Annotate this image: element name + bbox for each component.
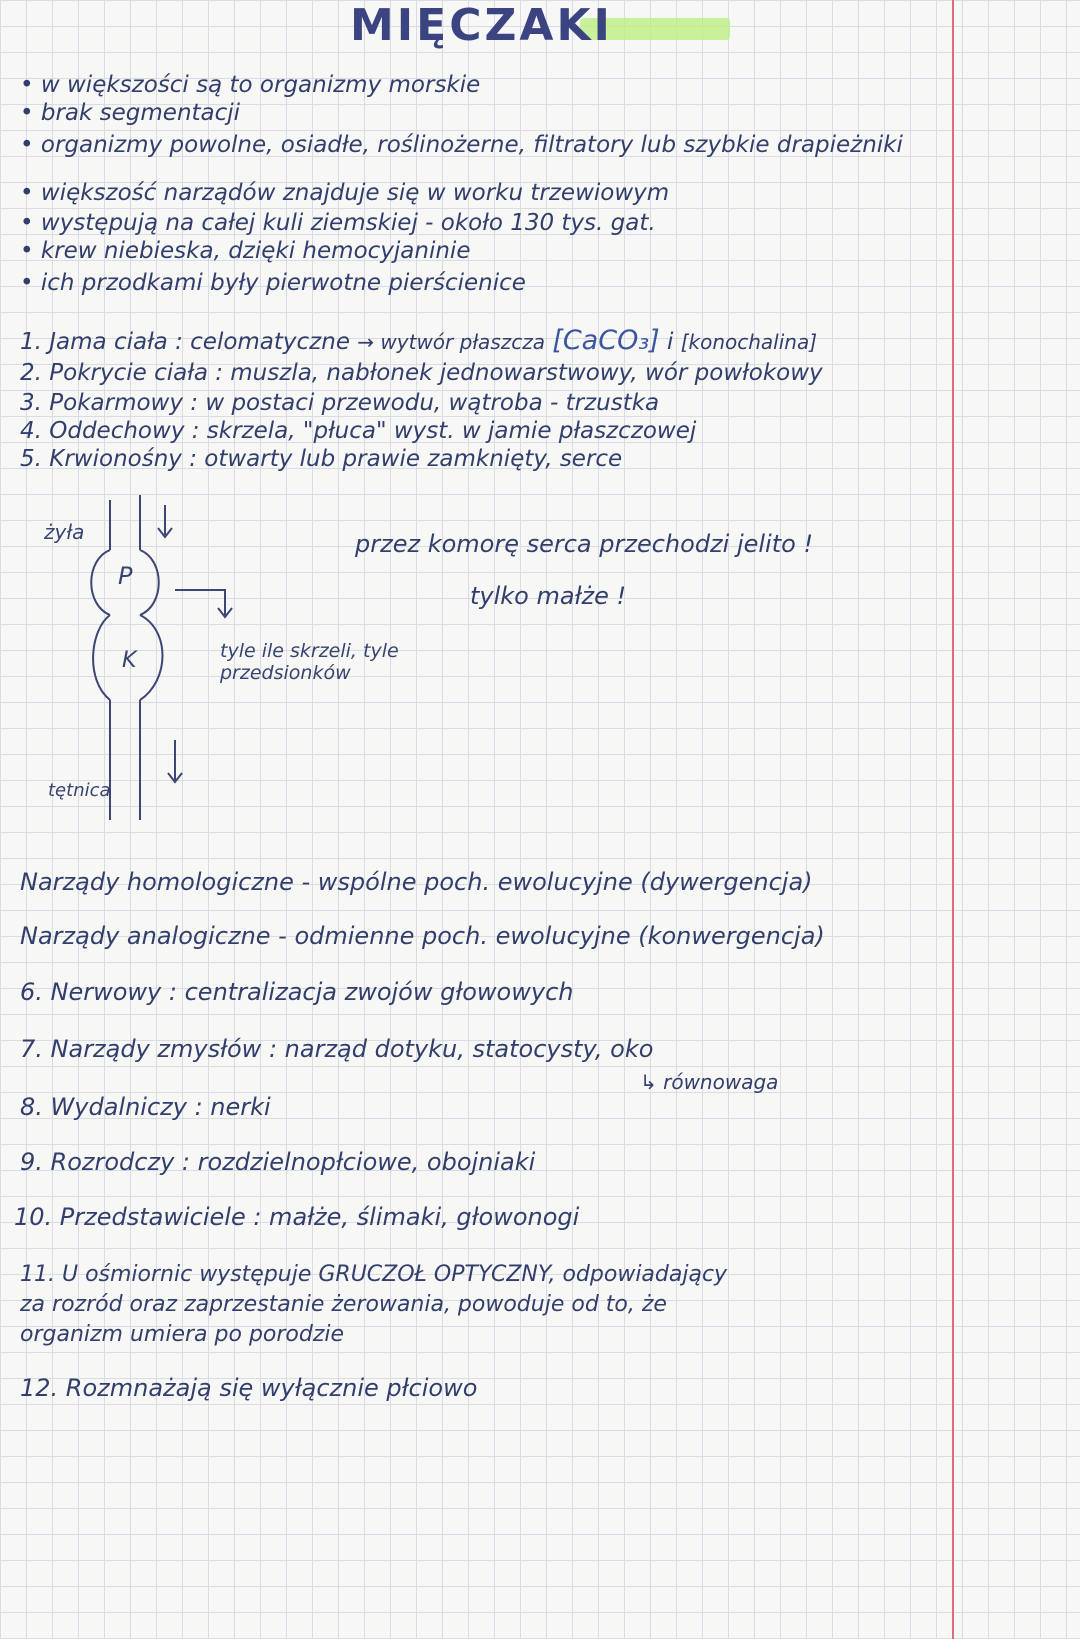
- organs-analogous: Narządy analogiczne - odmienne poch. ewolucyjne (konwergencja): [20, 922, 825, 950]
- label-atrium: P: [118, 562, 133, 590]
- note-clams: tylko małże !: [470, 582, 627, 610]
- chem-konochalina: [konochalina]: [680, 330, 818, 354]
- note-gills: tyle ile skrzeli, tyle przedsionków: [220, 640, 399, 684]
- organs-homologous: Narządy homologiczne - wspólne poch. ewolucyjne (dywergencja): [20, 868, 813, 896]
- system-2: 2. Pokrycie ciała : muszla, nabłonek jednowarstwowy, wór powłokowy: [20, 360, 823, 386]
- system-8: 8. Wydalniczy : nerki: [20, 1093, 271, 1121]
- bullet-2: • brak segmentacji: [20, 100, 241, 126]
- bullet-1: • w większości są to organizmy morskie: [20, 72, 481, 98]
- bullet-6: • krew niebieska, dzięki hemocyjaninie: [20, 238, 471, 264]
- system-6: 6. Nerwowy : centralizacja zwojów głowowych: [20, 978, 574, 1006]
- octopus-line-3: organizm umiera po porodzie: [20, 1322, 345, 1347]
- system-1-note: → wytwór płaszcza: [357, 330, 545, 354]
- balance-note: ↳ równowaga: [640, 1070, 779, 1094]
- system-10: 10. Przedstawiciele : małże, ślimaki, głowonogi: [14, 1203, 580, 1231]
- octopus-line-1: 11. U ośmiornic występuje GRUCZOŁ OPTYCZNY, odpowiadający: [20, 1262, 728, 1287]
- system-1-text: 1. Jama ciała : celomatyczne: [20, 329, 350, 355]
- system-7: 7. Narządy zmysłów : narząd dotyku, statocysty, oko: [20, 1035, 654, 1063]
- bullet-3: • organizmy powolne, osiadłe, roślinożerne, filtratory lub szybkie drapieżniki: [20, 132, 903, 158]
- system-5: 5. Krwionośny : otwarty lub prawie zamknięty, serce: [20, 446, 623, 472]
- octopus-line-2: za rozród oraz zaprzestanie żerowania, powoduje od to, że: [20, 1292, 667, 1317]
- system-4: 4. Oddechowy : skrzela, "płuca" wyst. w jamie płaszczowej: [20, 418, 697, 444]
- bullet-5: • występują na całej kuli ziemskiej - około 130 tys. gat.: [20, 210, 656, 236]
- bullet-7: • ich przodkami były pierwotne pierścienice: [20, 270, 526, 296]
- heart-diagram: [30, 490, 399, 834]
- bullet-4: • większość narządów znajduje się w worku trzewiowym: [20, 180, 670, 206]
- page-title: MIĘCZAKI: [350, 0, 613, 51]
- label-artery: tętnica: [48, 780, 111, 801]
- margin-line: [952, 0, 954, 1639]
- reproduction-line: 12. Rozmnażają się wyłącznie płciowo: [20, 1374, 478, 1402]
- label-vein: żyła: [44, 520, 85, 544]
- note-intestine: przez komorę serca przechodzi jelito !: [355, 530, 814, 558]
- system-1: [20, 325, 817, 356]
- system-9: 9. Rozrodczy : rozdzielnopłciowe, obojniaki: [20, 1148, 536, 1176]
- system-3: 3. Pokarmowy : w postaci przewodu, wątroba - trzustka: [20, 390, 660, 416]
- label-ventricle: K: [122, 648, 137, 673]
- title-area: [350, 0, 613, 60]
- system-1-join: i: [667, 329, 674, 355]
- chem-caco3: [CaCO₃]: [552, 325, 660, 356]
